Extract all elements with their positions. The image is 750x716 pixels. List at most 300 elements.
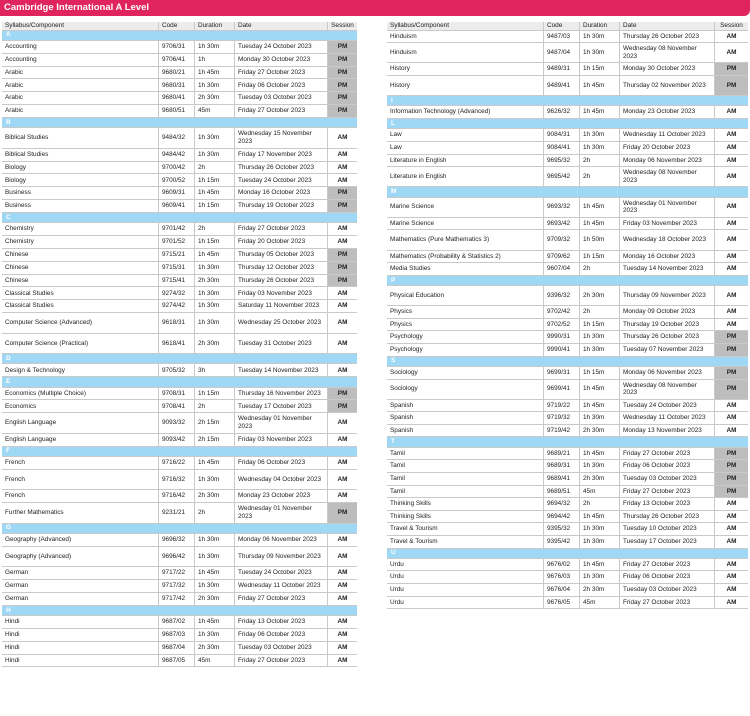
duration-cell: 2h 30m xyxy=(195,593,235,605)
session-cell: PM xyxy=(328,67,357,79)
session-cell: AM xyxy=(726,48,737,56)
table-row xyxy=(2,642,357,655)
subject-cell: Further Mathematics xyxy=(2,503,159,523)
section-header xyxy=(387,549,748,559)
subject-cell: Chemistry xyxy=(2,223,159,235)
code-cell: 9705/32 xyxy=(159,364,195,376)
code-cell: 9693/42 xyxy=(544,218,580,230)
session-cell: PM xyxy=(715,76,748,95)
code-cell: 9676/04 xyxy=(544,584,580,596)
table-row xyxy=(387,319,748,332)
section-header xyxy=(2,606,357,616)
table-row xyxy=(2,567,357,580)
session-cell: AM xyxy=(726,414,737,422)
subject-cell: History xyxy=(387,63,544,75)
duration-cell: 1h 15m xyxy=(195,388,235,400)
duration-cell: 2h xyxy=(580,155,620,167)
subject-cell: French xyxy=(2,470,159,490)
timetable-left xyxy=(2,22,357,667)
date-cell: Friday 27 October 2023 xyxy=(235,655,328,667)
date-cell: Monday 16 October 2023 xyxy=(620,251,715,263)
subject-cell: Physics xyxy=(387,319,544,331)
table-row xyxy=(387,106,748,119)
subject-cell: Biology xyxy=(2,174,159,186)
code-cell: 9607/04 xyxy=(544,263,580,275)
session-cell: PM xyxy=(328,200,357,212)
subject-cell: Thinking Skills xyxy=(387,511,544,523)
session-cell: AM xyxy=(337,150,348,158)
date-cell: Monday 06 November 2023 xyxy=(620,367,715,379)
session-cell: AM xyxy=(726,573,737,581)
subject-cell: Information Technology (Advanced) xyxy=(387,106,544,118)
session-cell: AM xyxy=(337,176,348,184)
table-row xyxy=(387,155,748,168)
session-cell: PM xyxy=(715,331,748,343)
date-cell: Tuesday 10 October 2023 xyxy=(620,523,715,535)
subject-cell: Law xyxy=(387,129,544,141)
duration-cell: 1h 30m xyxy=(195,149,235,161)
subject-cell: Urdu xyxy=(387,559,544,571)
header-code: Code xyxy=(544,22,580,30)
subject-cell: Sociology xyxy=(387,367,544,379)
code-cell: 9618/31 xyxy=(159,313,195,333)
duration-cell: 1h 30m xyxy=(195,534,235,546)
duration-cell: 1h 30m xyxy=(580,523,620,535)
section-letter: U xyxy=(391,549,396,557)
subject-cell: Media Studies xyxy=(387,263,544,275)
duration-cell: 1h 15m xyxy=(195,174,235,186)
duration-cell: 2h xyxy=(195,400,235,412)
code-cell: 9687/02 xyxy=(159,616,195,628)
table-row xyxy=(387,473,748,486)
section-letter: L xyxy=(391,119,395,127)
code-cell: 9717/22 xyxy=(159,567,195,579)
date-cell: Thursday 09 November 2023 xyxy=(235,547,328,567)
table-row xyxy=(387,380,748,400)
duration-cell: 1h 30m xyxy=(195,580,235,592)
date-cell: Tuesday 31 October 2023 xyxy=(235,334,328,354)
date-cell: Friday 27 October 2023 xyxy=(620,448,715,460)
code-cell: 9696/32 xyxy=(159,534,195,546)
code-cell: 9709/32 xyxy=(544,230,580,249)
session-cell: AM xyxy=(726,500,737,508)
table-row xyxy=(2,249,357,262)
subject-cell: Computer Science (Advanced) xyxy=(2,313,159,333)
duration-cell: 1h 15m xyxy=(580,319,620,331)
subject-cell: Tamil xyxy=(387,460,544,472)
date-cell: Thursday 02 November 2023 xyxy=(620,76,715,95)
table-row xyxy=(387,306,748,319)
session-cell: AM xyxy=(337,569,348,577)
table-row xyxy=(387,559,748,572)
session-cell: AM xyxy=(726,586,737,594)
subject-cell: Mathematics (Pure Mathematics 3) xyxy=(387,230,544,249)
subject-cell: Literature in English xyxy=(387,167,544,186)
date-cell: Friday 20 October 2023 xyxy=(620,142,715,154)
code-cell: 9696/42 xyxy=(159,547,195,567)
duration-cell: 2h 30m xyxy=(580,286,620,305)
subject-cell: Psychology xyxy=(387,344,544,356)
date-cell: Friday 27 October 2023 xyxy=(235,105,328,117)
table-row xyxy=(387,230,748,250)
code-cell: 9695/32 xyxy=(544,155,580,167)
duration-cell: 1h 45m xyxy=(580,448,620,460)
section-header xyxy=(2,213,357,223)
code-cell: 9990/31 xyxy=(544,331,580,343)
subject-cell: Hindi xyxy=(2,655,159,667)
session-cell: AM xyxy=(337,618,348,626)
section-header xyxy=(2,447,357,457)
date-cell: Thursday 19 October 2023 xyxy=(235,200,328,212)
section-letter: I xyxy=(391,97,393,104)
date-cell: Thursday 19 October 2023 xyxy=(620,319,715,331)
table-header xyxy=(387,22,748,31)
duration-cell: 1h 30m xyxy=(195,79,235,91)
code-cell: 9715/21 xyxy=(159,249,195,261)
session-cell: AM xyxy=(337,656,348,664)
date-cell: Wednesday 08 November 2023 xyxy=(620,167,715,186)
subject-cell: Tamil xyxy=(387,473,544,485)
duration-cell: 1h 45m xyxy=(580,400,620,412)
session-cell: AM xyxy=(337,302,348,310)
session-cell: AM xyxy=(337,225,348,233)
date-cell: Wednesday 11 October 2023 xyxy=(620,412,715,424)
session-cell: PM xyxy=(328,41,357,53)
table-row xyxy=(387,511,748,524)
session-cell: PM xyxy=(715,473,748,485)
code-cell: 9093/32 xyxy=(159,413,195,433)
code-cell: 9719/22 xyxy=(544,400,580,412)
date-cell: Wednesday 11 October 2023 xyxy=(620,129,715,141)
timetable-right-body xyxy=(387,31,748,610)
session-cell: PM xyxy=(328,105,357,117)
table-row xyxy=(387,448,748,461)
table-row xyxy=(387,251,748,264)
duration-cell: 1h 30m xyxy=(580,142,620,154)
date-cell: Friday 06 October 2023 xyxy=(620,571,715,583)
code-cell: 9699/41 xyxy=(544,380,580,399)
session-cell: PM xyxy=(328,79,357,91)
table-row xyxy=(387,263,748,276)
subject-cell: Spanish xyxy=(387,425,544,437)
duration-cell: 1h 30m xyxy=(195,128,235,148)
header-session: Session xyxy=(331,22,354,29)
code-cell: 9676/02 xyxy=(544,559,580,571)
date-cell: Thursday 26 October 2023 xyxy=(235,275,328,287)
session-cell: AM xyxy=(337,492,348,500)
code-cell: 9700/42 xyxy=(159,162,195,174)
session-cell: PM xyxy=(328,187,357,199)
subject-cell: Tamil xyxy=(387,448,544,460)
duration-cell: 1h 45m xyxy=(195,567,235,579)
code-cell: 9719/42 xyxy=(544,425,580,437)
code-cell: 9708/41 xyxy=(159,400,195,412)
session-cell: AM xyxy=(726,291,737,299)
date-cell: Wednesday 01 November 2023 xyxy=(620,198,715,217)
date-cell: Friday 27 October 2023 xyxy=(620,559,715,571)
duration-cell: 1h 45m xyxy=(195,457,235,469)
date-cell: Wednesday 11 October 2023 xyxy=(235,580,328,592)
session-cell: AM xyxy=(726,320,737,328)
table-row xyxy=(2,434,357,447)
subject-cell: Travel & Tourism xyxy=(387,523,544,535)
table-row xyxy=(2,287,357,300)
code-cell: 9487/04 xyxy=(544,43,580,62)
session-cell: AM xyxy=(726,156,737,164)
session-cell: AM xyxy=(337,366,348,374)
session-cell: PM xyxy=(715,380,748,399)
code-cell: 9717/42 xyxy=(159,593,195,605)
date-cell: Thursday 26 October 2023 xyxy=(620,31,715,43)
table-row xyxy=(2,580,357,593)
session-cell: AM xyxy=(337,435,348,443)
date-cell: Monday 16 October 2023 xyxy=(235,187,328,199)
duration-cell: 2h xyxy=(580,263,620,275)
duration-cell: 1h 45m xyxy=(580,380,620,399)
code-cell: 9709/62 xyxy=(544,251,580,263)
subject-cell: Marine Science xyxy=(387,218,544,230)
session-cell: AM xyxy=(337,419,348,427)
table-row xyxy=(387,412,748,425)
table-row xyxy=(387,597,748,610)
table-row xyxy=(387,460,748,473)
section-letter: P xyxy=(391,276,396,284)
subject-cell: Arabic xyxy=(2,92,159,104)
date-cell: Friday 03 November 2023 xyxy=(620,218,715,230)
table-row xyxy=(2,174,357,187)
table-row xyxy=(2,534,357,547)
date-cell: Friday 27 October 2023 xyxy=(620,486,715,498)
table-row xyxy=(2,388,357,401)
session-cell: AM xyxy=(726,512,737,520)
table-row xyxy=(387,43,748,63)
session-cell: AM xyxy=(726,537,737,545)
section-letter: T xyxy=(391,438,395,446)
date-cell: Wednesday 18 October 2023 xyxy=(620,230,715,249)
duration-cell: 1h 30m xyxy=(580,460,620,472)
section-header xyxy=(387,276,748,286)
section-header xyxy=(2,118,357,128)
subject-cell: Physical Education xyxy=(387,286,544,305)
subject-cell: Geography (Advanced) xyxy=(2,534,159,546)
table-row xyxy=(2,503,357,524)
date-cell: Tuesday 03 October 2023 xyxy=(235,92,328,104)
date-cell: Thursday 16 November 2023 xyxy=(235,388,328,400)
section-letter: E xyxy=(6,378,11,386)
date-cell: Thursday 12 October 2023 xyxy=(235,262,328,274)
code-cell: 9689/41 xyxy=(544,473,580,485)
date-cell: Tuesday 03 October 2023 xyxy=(620,584,715,596)
date-cell: Thursday 26 October 2023 xyxy=(620,331,715,343)
session-cell: PM xyxy=(328,54,357,66)
code-cell: 9395/32 xyxy=(544,523,580,535)
code-cell: 9990/41 xyxy=(544,344,580,356)
duration-cell: 1h 50m xyxy=(580,230,620,249)
subject-cell: Arabic xyxy=(2,67,159,79)
code-cell: 9689/21 xyxy=(544,448,580,460)
duration-cell: 2h xyxy=(195,503,235,523)
duration-cell: 45m xyxy=(195,655,235,667)
subject-cell: Spanish xyxy=(387,400,544,412)
session-cell: AM xyxy=(726,598,737,606)
duration-cell: 45m xyxy=(580,486,620,498)
code-cell: 9487/03 xyxy=(544,31,580,43)
table-row xyxy=(2,490,357,503)
session-cell: AM xyxy=(337,536,348,544)
code-cell: 9708/31 xyxy=(159,388,195,400)
section-header xyxy=(2,377,357,387)
date-cell: Monday 30 October 2023 xyxy=(235,54,328,66)
code-cell: 9396/32 xyxy=(544,286,580,305)
date-cell: Monday 06 November 2023 xyxy=(620,155,715,167)
subject-cell: Design & Technology xyxy=(2,364,159,376)
subject-cell: German xyxy=(2,580,159,592)
date-cell: Friday 03 November 2023 xyxy=(235,434,328,446)
session-cell: PM xyxy=(328,249,357,261)
session-cell: PM xyxy=(328,262,357,274)
session-cell: PM xyxy=(715,63,748,75)
header-session: Session xyxy=(720,22,743,29)
duration-cell: 1h 15m xyxy=(195,236,235,248)
session-cell: AM xyxy=(726,252,737,260)
header-duration: Duration xyxy=(580,22,620,30)
subject-cell: Accounting xyxy=(2,41,159,53)
subject-cell: Urdu xyxy=(387,584,544,596)
duration-cell: 2h 30m xyxy=(195,275,235,287)
duration-cell: 1h 30m xyxy=(580,344,620,356)
code-cell: 9687/05 xyxy=(159,655,195,667)
session-cell: AM xyxy=(726,172,737,180)
section-letter: D xyxy=(6,355,11,363)
subject-cell: Law xyxy=(387,142,544,154)
date-cell: Friday 27 October 2023 xyxy=(235,67,328,79)
date-cell: Thursday 26 October 2023 xyxy=(620,511,715,523)
table-row xyxy=(387,331,748,344)
timetable-right xyxy=(387,22,748,609)
code-cell: 9626/32 xyxy=(544,106,580,118)
code-cell: 9084/41 xyxy=(544,142,580,154)
code-cell: 9702/42 xyxy=(544,306,580,318)
subject-cell: Travel & Tourism xyxy=(387,536,544,548)
date-cell: Monday 23 October 2023 xyxy=(620,106,715,118)
duration-cell: 2h 30m xyxy=(195,334,235,354)
date-cell: Tuesday 07 November 2023 xyxy=(620,344,715,356)
code-cell: 9231/21 xyxy=(159,503,195,523)
table-row xyxy=(2,92,357,105)
duration-cell: 1h 30m xyxy=(195,300,235,312)
table-header xyxy=(2,22,357,31)
section-letter: S xyxy=(391,357,396,365)
table-row xyxy=(2,223,357,236)
date-cell: Tuesday 24 October 2023 xyxy=(235,567,328,579)
section-header xyxy=(2,524,357,534)
date-cell: Wednesday 08 November 2023 xyxy=(620,43,715,62)
table-row xyxy=(387,198,748,218)
duration-cell: 2h 30m xyxy=(580,473,620,485)
date-cell: Friday 17 November 2023 xyxy=(235,149,328,161)
table-row xyxy=(2,470,357,491)
table-row xyxy=(2,162,357,175)
table-row xyxy=(2,275,357,288)
date-cell: Friday 27 October 2023 xyxy=(235,223,328,235)
session-cell: AM xyxy=(337,339,348,347)
date-cell: Tuesday 03 October 2023 xyxy=(620,473,715,485)
date-cell: Tuesday 03 October 2023 xyxy=(235,642,328,654)
date-cell: Tuesday 17 October 2023 xyxy=(620,536,715,548)
duration-cell: 1h 45m xyxy=(580,218,620,230)
duration-cell: 1h 45m xyxy=(580,198,620,217)
session-cell: PM xyxy=(715,367,748,379)
table-row xyxy=(387,286,748,306)
subject-cell: Hindi xyxy=(2,629,159,641)
table-row xyxy=(2,457,357,470)
session-cell: AM xyxy=(337,475,348,483)
header-duration: Duration xyxy=(195,22,235,30)
subject-cell: Marine Science xyxy=(387,198,544,217)
date-cell: Wednesday 01 November 2023 xyxy=(235,413,328,433)
page-title: Cambridge International A Level xyxy=(0,0,750,16)
duration-cell: 1h 30m xyxy=(195,629,235,641)
code-cell: 9716/42 xyxy=(159,490,195,502)
subject-cell: Hindi xyxy=(2,616,159,628)
code-cell: 9609/41 xyxy=(159,200,195,212)
subject-cell: Hinduism xyxy=(387,43,544,62)
duration-cell: 2h 30m xyxy=(195,92,235,104)
subject-cell: Urdu xyxy=(387,597,544,609)
code-cell: 9715/41 xyxy=(159,275,195,287)
subject-cell: Hindi xyxy=(2,642,159,654)
duration-cell: 1h 45m xyxy=(580,559,620,571)
date-cell: Friday 27 October 2023 xyxy=(620,597,715,609)
code-cell: 9700/52 xyxy=(159,174,195,186)
code-cell: 9693/32 xyxy=(544,198,580,217)
subject-cell: Thinking Skills xyxy=(387,498,544,510)
duration-cell: 2h 30m xyxy=(580,425,620,437)
duration-cell: 1h 45m xyxy=(195,249,235,261)
table-row xyxy=(2,128,357,149)
subject-cell: Chinese xyxy=(2,262,159,274)
table-row xyxy=(2,655,357,668)
date-cell: Tuesday 24 October 2023 xyxy=(235,41,328,53)
session-cell: AM xyxy=(726,265,737,273)
date-cell: Monday 23 October 2023 xyxy=(235,490,328,502)
table-row xyxy=(2,547,357,568)
code-cell: 9395/42 xyxy=(544,536,580,548)
subject-cell: Classical Studies xyxy=(2,300,159,312)
table-row xyxy=(2,364,357,377)
duration-cell: 2h 15m xyxy=(195,434,235,446)
code-cell: 9680/41 xyxy=(159,92,195,104)
subject-cell: Economics xyxy=(2,400,159,412)
code-cell: 9701/52 xyxy=(159,236,195,248)
code-cell: 9093/42 xyxy=(159,434,195,446)
subject-cell: Computer Science (Practical) xyxy=(2,334,159,354)
code-cell: 9716/32 xyxy=(159,470,195,490)
date-cell: Thursday 26 October 2023 xyxy=(235,162,328,174)
subject-cell: German xyxy=(2,567,159,579)
session-cell: AM xyxy=(337,643,348,651)
table-row xyxy=(387,523,748,536)
subject-cell: Business xyxy=(2,187,159,199)
date-cell: Thursday 09 November 2023 xyxy=(620,286,715,305)
code-cell: 9706/41 xyxy=(159,54,195,66)
session-cell: AM xyxy=(726,203,737,211)
table-row xyxy=(2,105,357,118)
code-cell: 9609/31 xyxy=(159,187,195,199)
date-cell: Wednesday 15 November 2023 xyxy=(235,128,328,148)
code-cell: 9689/31 xyxy=(544,460,580,472)
table-row xyxy=(2,629,357,642)
